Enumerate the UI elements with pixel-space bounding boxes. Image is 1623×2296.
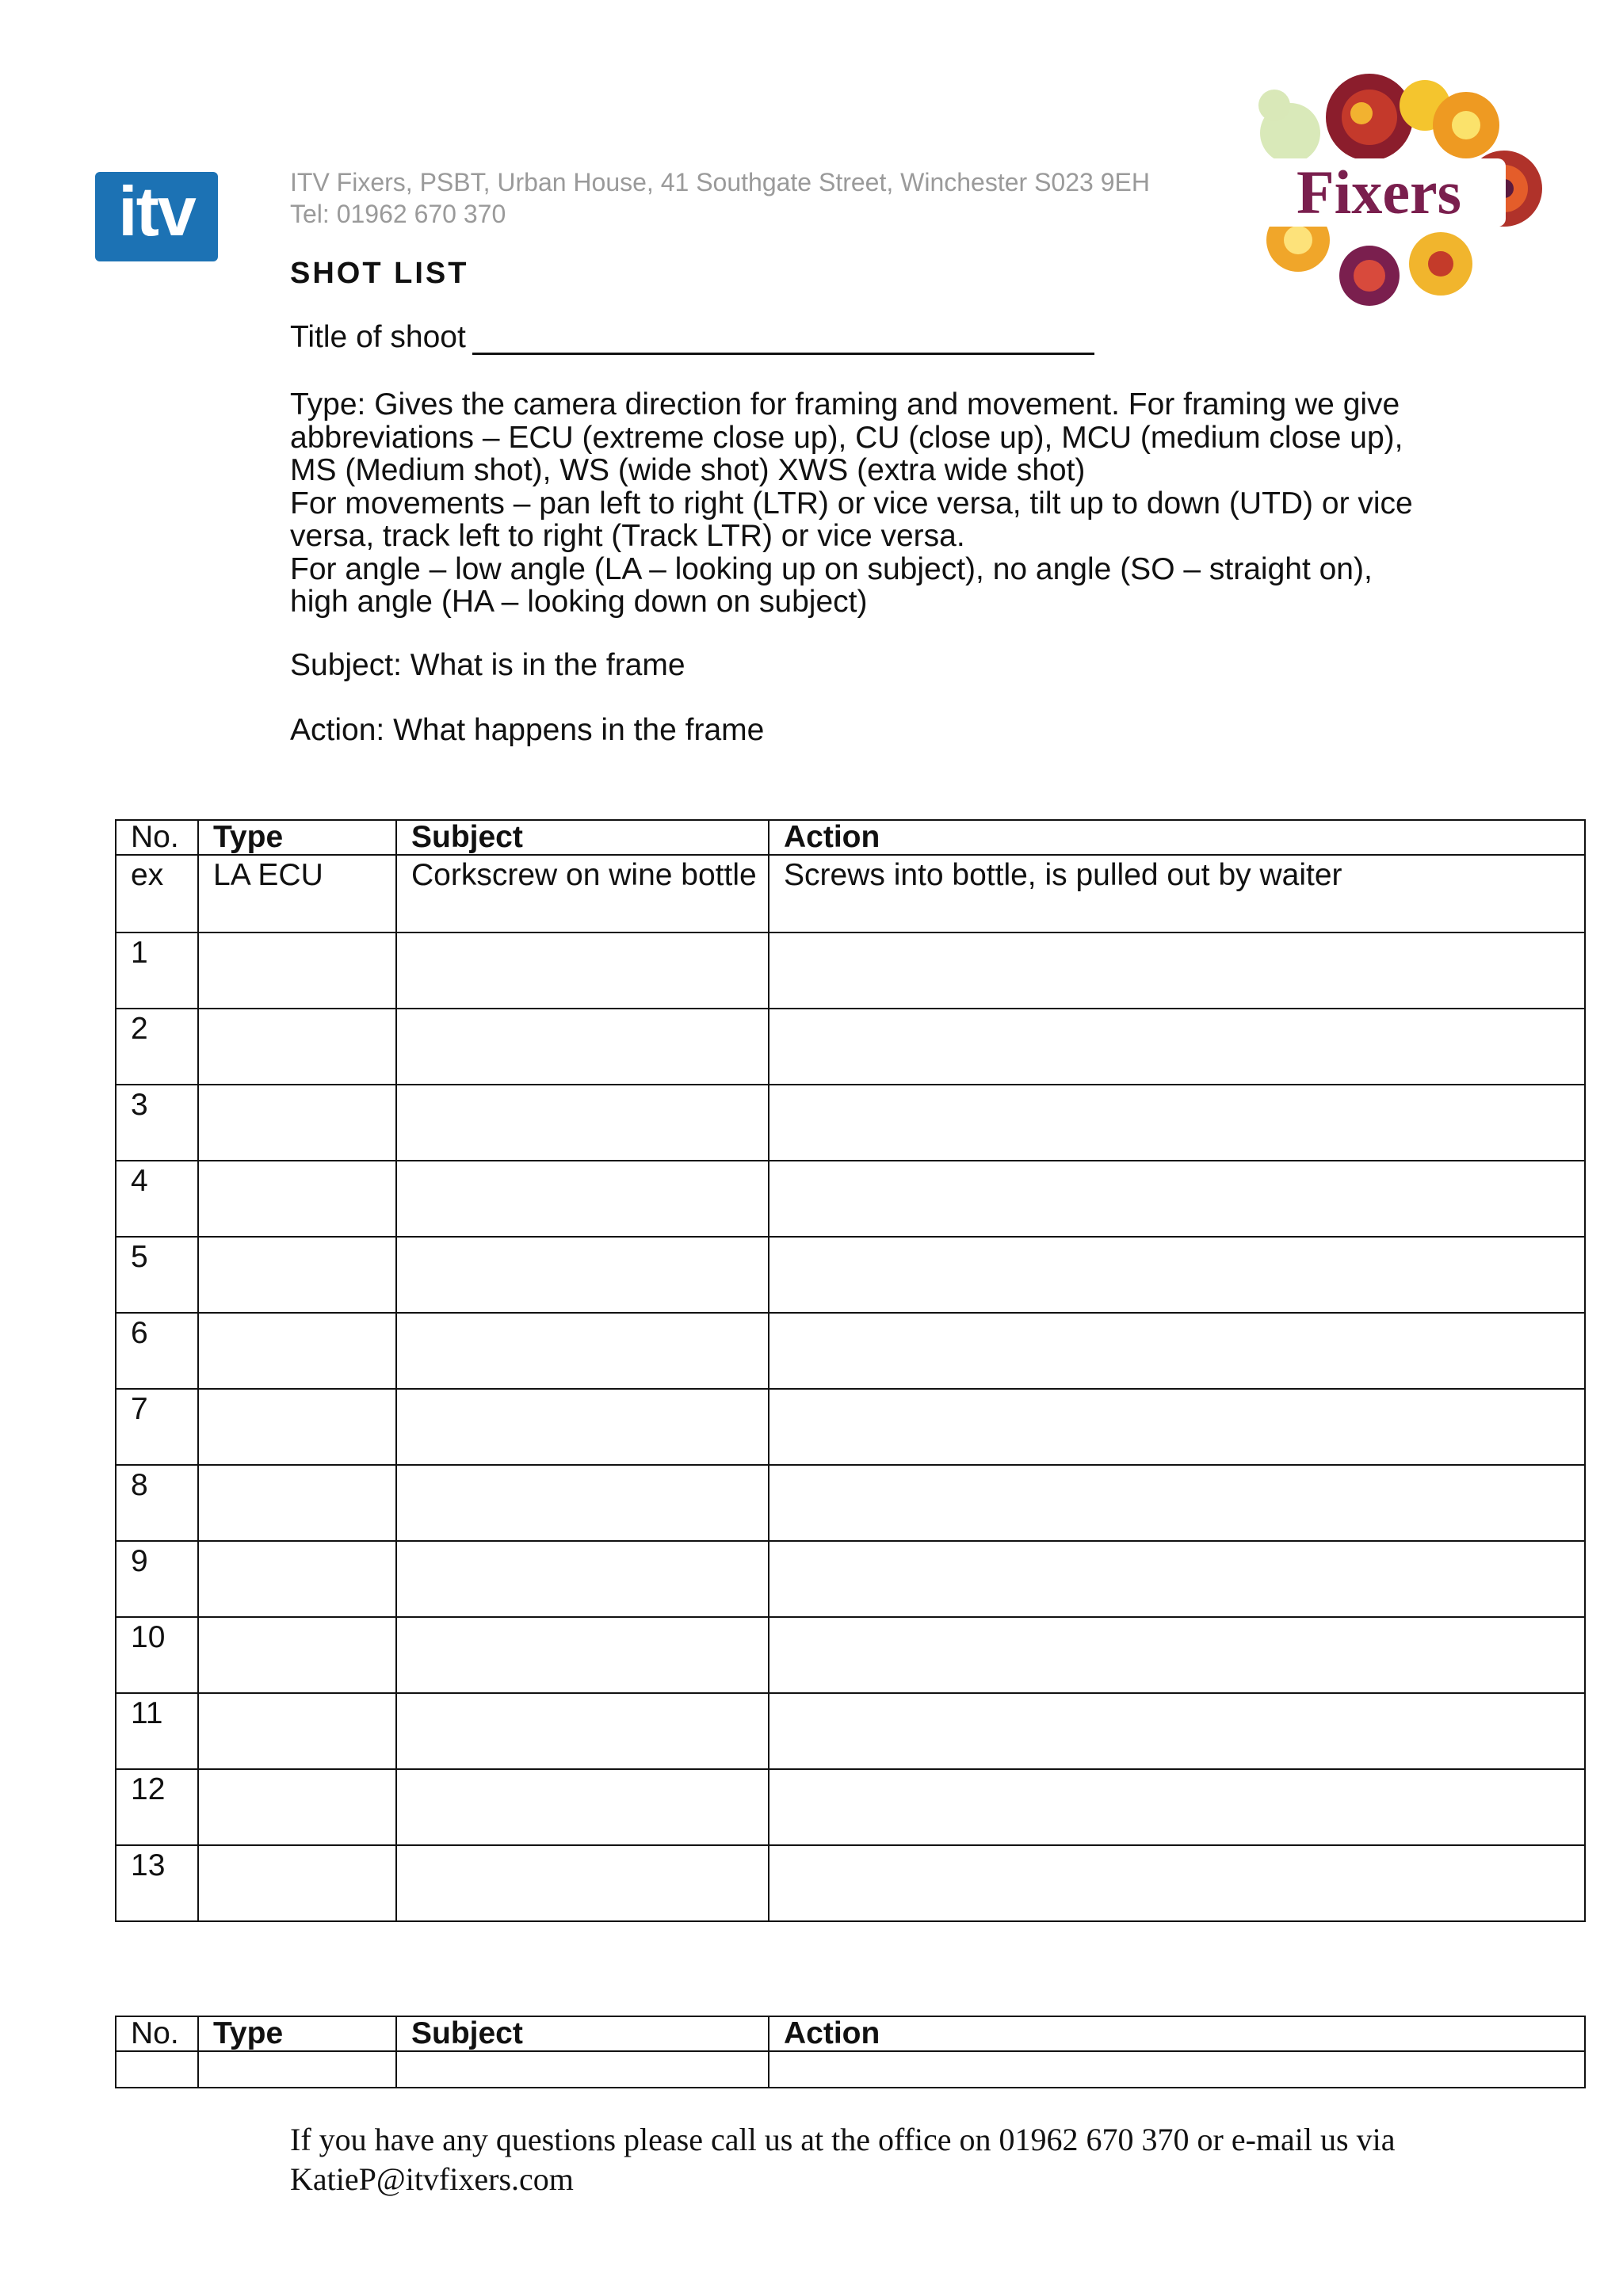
footer-contact: If you have any questions please call us at the office on 01962 670 370 or e-mail us via KatieP@itvfixers.com bbox=[290, 2122, 1396, 2197]
table-row bbox=[116, 1617, 1585, 1693]
shot-list-table bbox=[115, 819, 1586, 1922]
example-type: LA ECU bbox=[198, 855, 396, 933]
table-row bbox=[116, 1237, 1585, 1313]
row-number: 2 bbox=[116, 1009, 198, 1085]
cell-subject[interactable] bbox=[396, 1845, 769, 1921]
page-title: SHOT LIST bbox=[290, 257, 469, 290]
table-row bbox=[116, 2051, 1585, 2088]
header-no: No. bbox=[116, 2016, 198, 2051]
row-number: 10 bbox=[116, 1617, 198, 1693]
cell-subject[interactable] bbox=[396, 1009, 769, 1085]
shoot-title-label: Title of shoot bbox=[290, 320, 466, 354]
cell-action[interactable] bbox=[769, 1465, 1585, 1541]
example-no: ex bbox=[116, 855, 198, 933]
cell-type[interactable] bbox=[198, 1845, 396, 1921]
header-no: No. bbox=[116, 820, 198, 855]
cell-type[interactable] bbox=[198, 1769, 396, 1845]
cell-subject[interactable] bbox=[396, 1693, 769, 1769]
cell-action[interactable] bbox=[769, 1617, 1585, 1693]
cell-subject[interactable] bbox=[396, 1313, 769, 1389]
cell-subject[interactable] bbox=[396, 1237, 769, 1313]
cell-action[interactable] bbox=[769, 1313, 1585, 1389]
table-row bbox=[116, 1085, 1585, 1161]
row-number: 4 bbox=[116, 1161, 198, 1237]
cell-subject[interactable] bbox=[396, 1161, 769, 1237]
cell-type[interactable] bbox=[198, 1389, 396, 1465]
type-definition-angle: For angle – low angle (LA – looking up on subject), no angle (SO – straight on), high angle (HA – looking down on subject) bbox=[290, 551, 1373, 619]
cell-type[interactable] bbox=[198, 1617, 396, 1693]
cell-type[interactable] bbox=[198, 1085, 396, 1161]
cell-action[interactable] bbox=[769, 933, 1585, 1009]
example-action: Screws into bottle, is pulled out by waiter bbox=[769, 855, 1585, 933]
cell-type[interactable] bbox=[198, 1541, 396, 1617]
shoot-title-field bbox=[290, 320, 1094, 355]
subject-definition: Subject: What is in the frame bbox=[290, 648, 685, 682]
table-row bbox=[116, 1845, 1585, 1921]
cell-action[interactable] bbox=[769, 1769, 1585, 1845]
table-row bbox=[116, 1009, 1585, 1085]
itv-logo bbox=[95, 172, 218, 261]
cell-subject[interactable] bbox=[396, 1769, 769, 1845]
type-definition-movement: For movements – pan left to right (LTR) or vice versa, tilt up to down (UTD) or vice versa, track left to right (Track LTR) or vice versa. bbox=[290, 486, 1413, 553]
row-number: 7 bbox=[116, 1389, 198, 1465]
cell-subject[interactable] bbox=[396, 1085, 769, 1161]
cell-subject[interactable] bbox=[396, 2051, 769, 2088]
header-type: Type bbox=[198, 2016, 396, 2051]
cell-action[interactable] bbox=[769, 1161, 1585, 1237]
row-number: 12 bbox=[116, 1769, 198, 1845]
cell-type[interactable] bbox=[198, 1313, 396, 1389]
table-row bbox=[116, 1313, 1585, 1389]
cell-subject[interactable] bbox=[396, 1617, 769, 1693]
address-line: ITV Fixers, PSBT, Urban House, 41 Southgate Street, Winchester S023 9EH bbox=[290, 168, 1150, 196]
row-number: 5 bbox=[116, 1237, 198, 1313]
action-definition: Action: What happens in the frame bbox=[290, 713, 765, 747]
cell-type[interactable] bbox=[198, 1161, 396, 1237]
telephone-line: Tel: 01962 670 370 bbox=[290, 200, 506, 228]
cell-subject[interactable] bbox=[396, 1389, 769, 1465]
itv-logo-text: itv bbox=[118, 172, 195, 250]
header-subject: Subject bbox=[396, 820, 769, 855]
header-action: Action bbox=[769, 820, 1585, 855]
header-action: Action bbox=[769, 2016, 1585, 2051]
row-number: 8 bbox=[116, 1465, 198, 1541]
type-definition-framing: Type: Gives the camera direction for framing and movement. For framing we give abbreviations – ECU (extreme close up), CU (close up), MCU (medium close up), MS (Medium shot), WS (wide shot) XWS (extra wide shot) bbox=[290, 387, 1403, 487]
cell-action[interactable] bbox=[769, 1237, 1585, 1313]
row-number: 6 bbox=[116, 1313, 198, 1389]
row-number: 9 bbox=[116, 1541, 198, 1617]
cell-subject[interactable] bbox=[396, 1541, 769, 1617]
shoot-title-input-line[interactable] bbox=[472, 322, 1094, 355]
table-row bbox=[116, 1693, 1585, 1769]
cell-subject[interactable] bbox=[396, 933, 769, 1009]
cell-type[interactable] bbox=[198, 933, 396, 1009]
type-definition bbox=[290, 388, 1439, 619]
cell-action[interactable] bbox=[769, 2051, 1585, 2088]
fixers-logo-text: Fixers bbox=[1296, 158, 1461, 227]
cell-action[interactable] bbox=[769, 1009, 1585, 1085]
table-row bbox=[116, 1769, 1585, 1845]
fixers-logo bbox=[1243, 70, 1544, 315]
table-row bbox=[116, 1389, 1585, 1465]
cell-action[interactable] bbox=[769, 1693, 1585, 1769]
table-header-row bbox=[116, 820, 1585, 855]
table-header-row bbox=[116, 2016, 1585, 2051]
row-number: 1 bbox=[116, 933, 198, 1009]
cell-action[interactable] bbox=[769, 1845, 1585, 1921]
table-row bbox=[116, 1161, 1585, 1237]
row-number: 3 bbox=[116, 1085, 198, 1161]
cell-type[interactable] bbox=[198, 1237, 396, 1313]
table-row bbox=[116, 1465, 1585, 1541]
cell-action[interactable] bbox=[769, 1085, 1585, 1161]
table-row bbox=[116, 933, 1585, 1009]
cell-action[interactable] bbox=[769, 1389, 1585, 1465]
cell-type[interactable] bbox=[198, 2051, 396, 2088]
cell-subject[interactable] bbox=[396, 1465, 769, 1541]
office-address bbox=[290, 166, 1150, 230]
row-number: 11 bbox=[116, 1693, 198, 1769]
cell-action[interactable] bbox=[769, 1541, 1585, 1617]
header-type: Type bbox=[198, 820, 396, 855]
example-row bbox=[116, 855, 1585, 933]
table-row bbox=[116, 1541, 1585, 1617]
cell-no[interactable] bbox=[116, 2051, 198, 2088]
header-subject: Subject bbox=[396, 2016, 769, 2051]
example-subject: Corkscrew on wine bottle bbox=[396, 855, 769, 933]
cell-type[interactable] bbox=[198, 1465, 396, 1541]
cell-type[interactable] bbox=[198, 1693, 396, 1769]
cell-type[interactable] bbox=[198, 1009, 396, 1085]
row-number: 13 bbox=[116, 1845, 198, 1921]
shot-list-table-continued bbox=[115, 2016, 1586, 2088]
